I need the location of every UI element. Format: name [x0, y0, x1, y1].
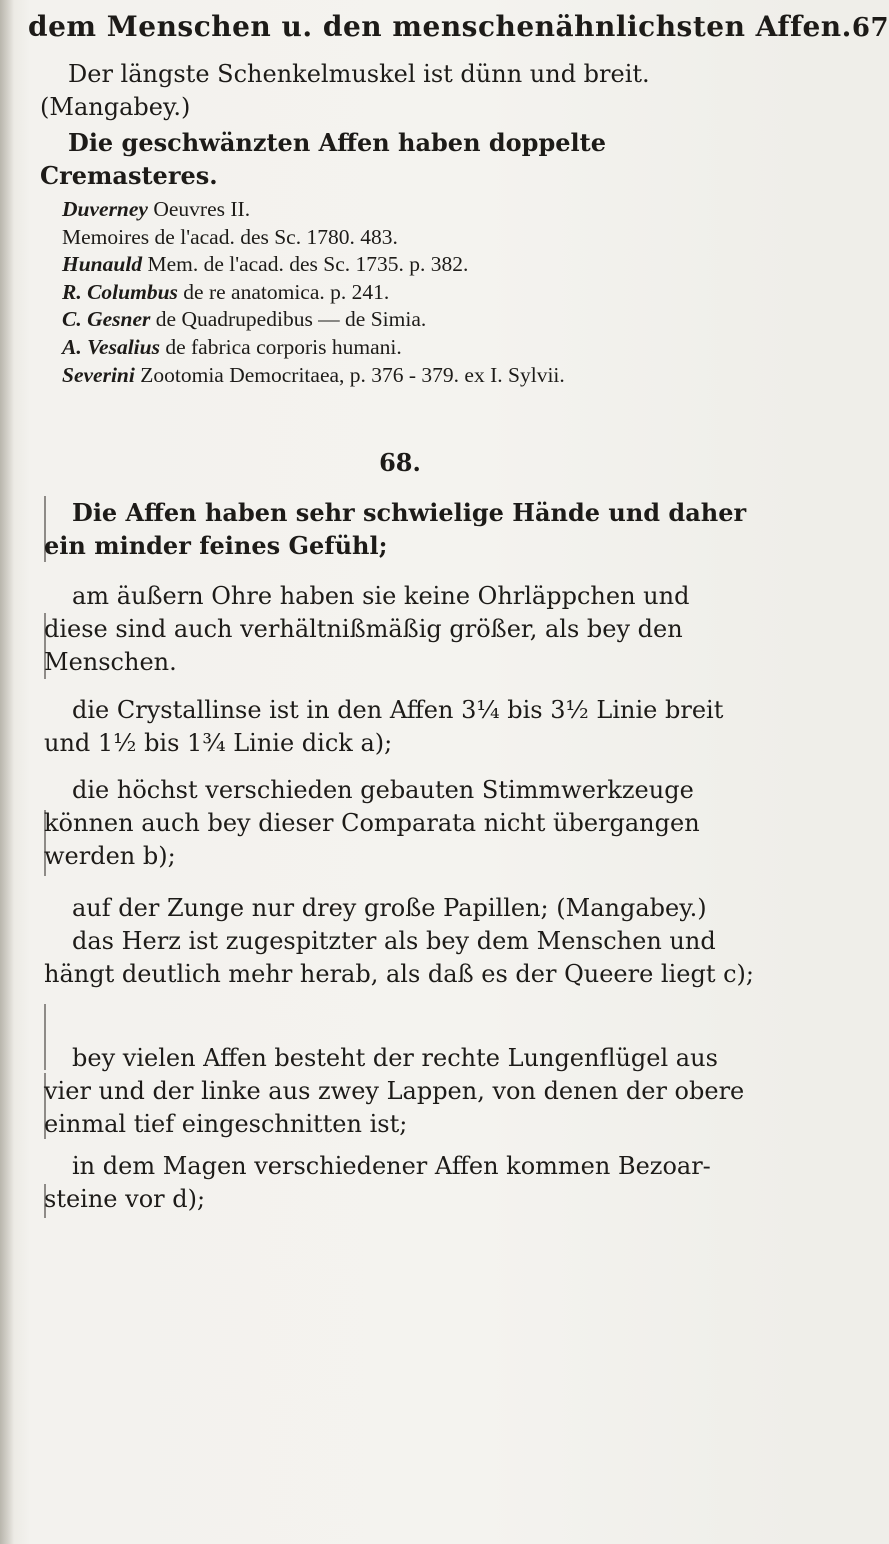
reference-item: Memoires de l'acad. des Sc. 1780. 483. — [62, 224, 398, 249]
reference-item: A. Vesalius de fabrica corporis humani. — [62, 334, 402, 359]
paragraph-line: hängt deutlich mehr herab, als daß es der Queere liegt c); — [44, 960, 754, 988]
intro-line-1: Der längste Schenkelmuskel ist dünn und breit. — [68, 60, 650, 88]
paragraph-line: vier und der linke aus zwey Lappen, von denen der obere — [44, 1077, 745, 1105]
paragraph-line: diese sind auch verhältnißmäßig größer, als bey den — [44, 615, 683, 643]
paragraph-line: steine vor d); — [44, 1185, 206, 1213]
page-gutter-shadow — [0, 0, 14, 1544]
paragraph-line: in dem Magen verschiedener Affen kommen Bezoar- — [72, 1152, 711, 1180]
paragraph-line: am äußern Ohre haben sie keine Ohrläppchen und — [72, 582, 690, 610]
page-header — [28, 10, 889, 43]
paragraph-3 — [44, 694, 784, 760]
reference-item: Duverney Oeuvres II. — [62, 197, 251, 221]
paragraph-5 — [44, 892, 784, 991]
paragraph-line: und 1½ bis 1¾ Linie dick a); — [44, 729, 393, 757]
paragraph-7 — [44, 1150, 784, 1216]
paragraph-line: werden b); — [44, 842, 176, 870]
paragraph-line: bey vielen Affen besteht der rechte Lungenflügel aus — [72, 1044, 718, 1072]
page-number: 67 — [851, 13, 889, 43]
intro-line-3: Die geschwänzten Affen haben doppelte Cremasteres. — [40, 128, 606, 190]
paragraph-line: Menschen. — [44, 648, 177, 676]
intro-block — [40, 58, 780, 192]
paragraph-line: die höchst verschieden gebauten Stimmwerkzeuge — [72, 776, 694, 804]
reference-list — [62, 196, 762, 389]
intro-line-2: (Mangabey.) — [40, 93, 191, 121]
paragraph-line: können auch bey dieser Comparata nicht übergangen — [44, 809, 700, 837]
paragraph-line: einmal tief eingeschnitten ist; — [44, 1110, 408, 1138]
reference-item: R. Columbus de re anatomica. p. 241. — [62, 279, 390, 304]
paragraph-6 — [44, 1042, 784, 1141]
paragraph-2 — [44, 580, 784, 679]
paragraph-1 — [44, 496, 784, 562]
section-number: 68. — [379, 448, 421, 477]
running-head: dem Menschen u. den menschenähnlichsten Affen. — [28, 10, 852, 43]
paragraph-line: die Crystallinse ist in den Affen 3¼ bis 3½ Linie breit — [72, 696, 724, 724]
paragraph-line: das Herz ist zugespitzter als bey dem Menschen und — [72, 927, 716, 955]
paragraph-line: auf der Zunge nur drey große Papillen; (Mangabey.) — [72, 894, 707, 922]
reference-item: Hunauld Mem. de l'acad. des Sc. 1735. p. 382. — [62, 252, 469, 277]
paragraph-line: ein minder feines Gefühl; — [44, 531, 388, 560]
reference-item: Severini Zootomia Democritaea, p. 376 - 379. ex I. Sylvii. — [62, 362, 565, 387]
paragraph-4 — [44, 774, 784, 873]
reference-item: C. Gesner de Quadrupedibus — de Simia. — [62, 307, 427, 332]
paragraph-line: Die Affen haben sehr schwielige Hände und daher — [72, 498, 747, 527]
